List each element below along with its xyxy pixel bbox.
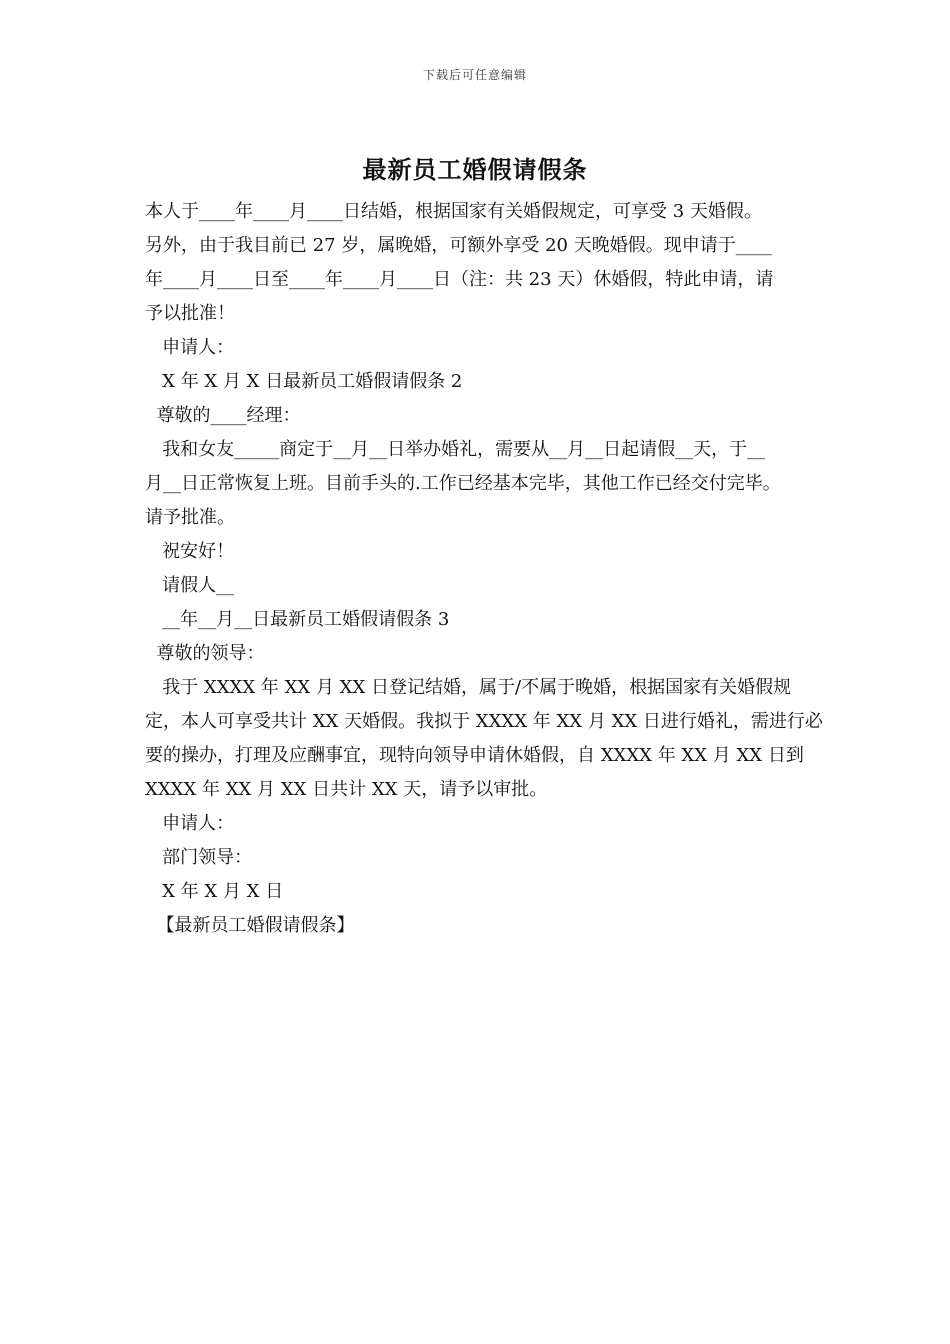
date-line: X 年 X 月 X 日 [145,881,284,902]
salutation-line: 尊敬的领导： [145,643,265,664]
document-title: 最新员工婚假请假条 [362,155,588,184]
body-line: 年____月____日至____年____月____日（注：共 23 天）休婚假，特此申请，请 [145,269,774,290]
salutation-line: 尊敬的____经理： [145,405,301,426]
applicant-line: 申请人： [145,337,235,358]
date-heading-line: X 年 X 月 X 日最新员工婚假请假条 2 [145,371,463,392]
body-line: 月__日正常恢复上班。目前手头的.工作已经基本完毕，其他工作已经交付完毕。 [145,473,781,494]
body-line: 要的操办，打理及应酬事宜，现特向领导申请休婚假，自 XXXX 年 XX 月 XX 日到 [145,745,804,766]
body-line: 请予批准。 [145,507,235,528]
body-line: 另外，由于我目前已 27 岁，属晚婚，可额外享受 20 天晚婚假。现申请于____ [145,235,772,256]
body-line: 本人于____年____月____日结婚，根据国家有关婚假规定，可享受 3 天婚假。 [145,201,762,222]
document-body [145,195,825,943]
applicant-line: 请假人__ [145,575,235,596]
applicant-line: 申请人： [145,813,235,834]
page-header-note: 下载后可任意编辑 [422,68,527,82]
body-line: 我于 XXXX 年 XX 月 XX 日登记结婚，属于/不属于晚婚，根据国家有关婚假规 [145,677,792,698]
closing-line: 祝安好！ [145,541,235,562]
body-line: 予以批准！ [145,303,235,324]
footer-title-line: 【最新员工婚假请假条】 [145,915,355,936]
body-line: 我和女友_____商定于__月__日举办婚礼，需要从__月__日起请假__天，于__ [145,439,766,460]
body-line: XXXX 年 XX 月 XX 日共计 XX 天，请予以审批。 [145,779,548,800]
department-leader-line: 部门领导： [145,847,253,868]
date-heading-line: __年__月__日最新员工婚假请假条 3 [145,609,450,630]
body-line: 定，本人可享受共计 XX 天婚假。我拟于 XXXX 年 XX 月 XX 日进行婚礼，需进行必 [145,711,823,732]
